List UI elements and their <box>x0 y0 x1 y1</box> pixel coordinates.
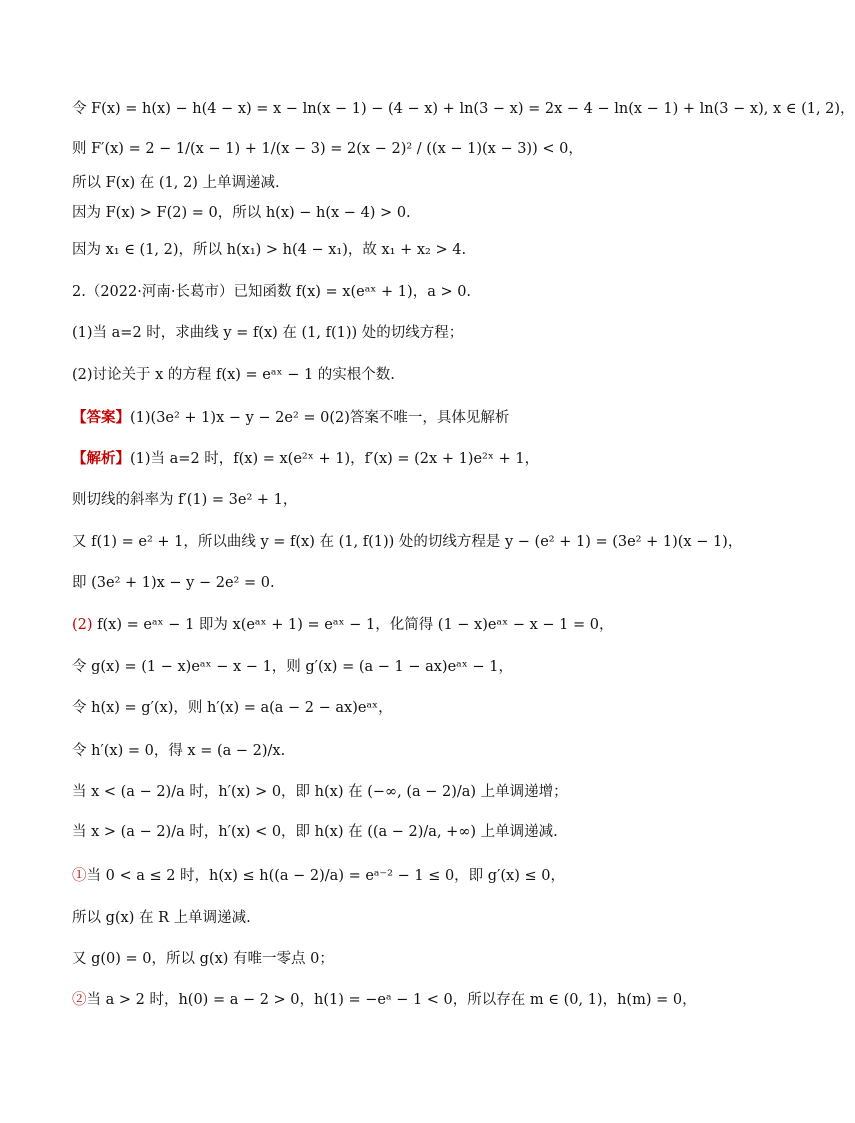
text-line-3: 所以 F(x) 在 (1, 2) 上单调递减. <box>72 175 280 191</box>
problem-2-part-2: (2)讨论关于 x 的方程 f(x) = eᵃˣ − 1 的实根个数. <box>72 367 395 383</box>
text-line-22: 又 g(0) = 0，所以 g(x) 有唯一零点 0； <box>72 951 334 967</box>
case-1-text: 当 0 < a ≤ 2 时，h(x) ≤ h((a − 2)/a) = eᵃ⁻² − 1 ≤ 0，即 g′(x) ≤ 0， <box>86 868 565 884</box>
problem-2-part-1: (1)当 a=2 时，求曲线 y = f(x) 在 (1, f(1)) 处的切线方程； <box>72 325 464 341</box>
text-line-18: 当 x < (a − 2)/a 时，h′(x) > 0，即 h(x) 在 (−∞, (a − 2)/a) 上单调递增； <box>72 784 568 800</box>
text-line-19: 当 x > (a − 2)/a 时，h′(x) < 0，即 h(x) 在 ((a − 2)/a, +∞) 上单调递减. <box>72 824 558 840</box>
analysis-text: (1)当 a=2 时，f(x) = x(e²ˣ + 1)，f′(x) = (2x + 1)e²ˣ + 1， <box>130 451 540 467</box>
text-line-13: 即 (3e² + 1)x − y − 2e² = 0. <box>72 575 275 591</box>
text-line-4: 因为 F(x) > F(2) = 0，所以 h(x) − h(x − 4) > 0. <box>72 205 411 221</box>
analysis-line <box>72 449 752 469</box>
answer-tag: 【答案】 <box>72 409 130 426</box>
text-line-15: 令 g(x) = (1 − x)eᵃˣ − x − 1，则 g′(x) = (a − 1 − ax)eᵃˣ − 1， <box>72 659 513 675</box>
analysis-tag: 【解析】 <box>72 450 130 467</box>
text-line-17: 令 h′(x) = 0，得 x = (a − 2)/x. <box>72 743 286 759</box>
answer-text: (1)(3e² + 1)x − y − 2e² = 0(2)答案不唯一，具体见解析 <box>130 410 510 426</box>
part-2-text: f(x) = eᵃˣ − 1 即为 x(eᵃˣ + 1) = eᵃˣ − 1，化简得 (1 − x)eᵃˣ − x − 1 = 0， <box>92 617 614 633</box>
part-2-tag: (2) <box>72 617 93 633</box>
text-line-2: 则 F′(x) = 2 − 1/(x − 1) + 1/(x − 3) = 2(x − 2)² / ((x − 1)(x − 3)) < 0， <box>72 141 583 157</box>
case-2-text: 当 a > 2 时，h(0) = a − 2 > 0，h(1) = −eᵃ − 1 < 0，所以存在 m ∈ (0, 1)，h(m) = 0， <box>86 992 697 1008</box>
text-line-12: 又 f(1) = e² + 1，所以曲线 y = f(x) 在 (1, f(1)) 处的切线方程是 y − (e² + 1) = (3e² + 1)(x − 1)， <box>72 534 743 550</box>
text-line-5: 因为 x₁ ∈ (1, 2)，所以 h(x₁) > h(4 − x₁)，故 x₁ + x₂ > 4. <box>72 242 467 258</box>
problem-2-statement: 2.（2022·河南·长葛市）已知函数 f(x) = x(eᵃˣ + 1)，a > 0. <box>72 284 472 300</box>
answer-line <box>72 408 752 428</box>
case-1-line <box>72 866 752 886</box>
text-line-21: 所以 g(x) 在 R 上单调递减. <box>72 910 251 926</box>
text-line-1: 令 F(x) = h(x) − h(4 − x) = x − ln(x − 1) − (4 − x) + ln(3 − x) = 2x − 4 − ln(x − 1) + ln(3 − x), x ∈ (1, 2)， <box>72 101 855 117</box>
part-2-solution-line <box>72 615 752 635</box>
case-2-tag: ② <box>72 992 87 1008</box>
case-2-line <box>72 990 752 1010</box>
text-line-11: 则切线的斜率为 f′(1) = 3e² + 1， <box>72 492 298 508</box>
case-1-tag: ① <box>72 868 87 884</box>
text-line-16: 令 h(x) = g′(x)，则 h′(x) = a(a − 2 − ax)eᵃˣ， <box>72 700 393 716</box>
